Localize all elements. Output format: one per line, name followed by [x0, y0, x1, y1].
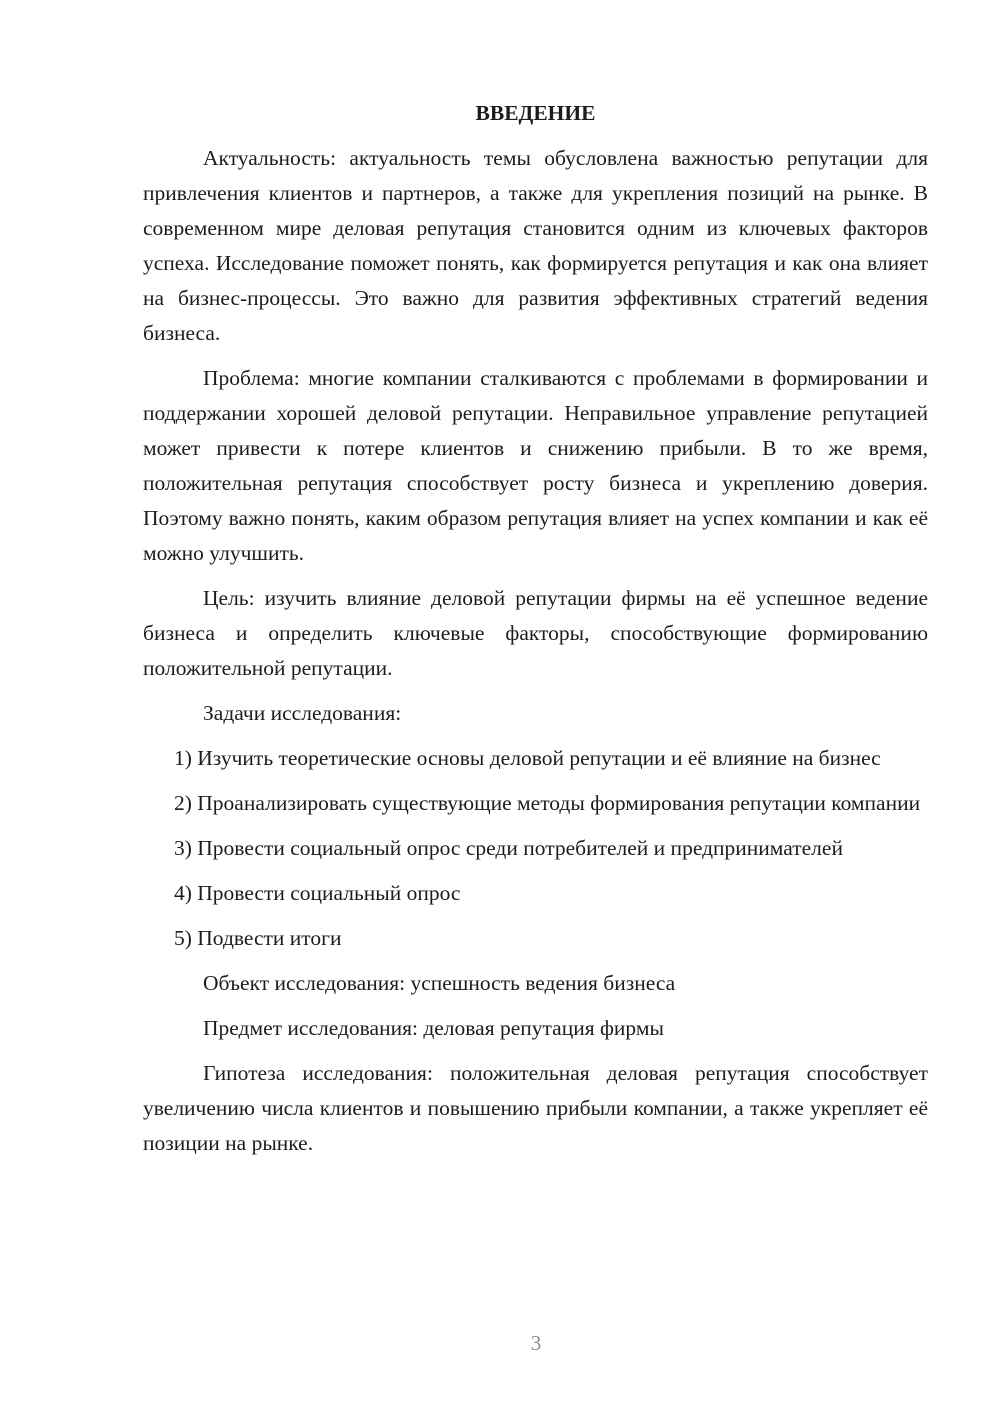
list-item: 1) Изучить теоретические основы деловой репутации и её влияние на бизнес	[174, 746, 881, 770]
list-item: 2) Проанализировать существующие методы формирования репутации компании	[174, 791, 921, 815]
paragraph-subject: Предмет исследования: деловая репутация фирмы	[203, 1016, 664, 1040]
page-number: 3	[530, 1331, 542, 1355]
document-body	[143, 96, 928, 1171]
list-item: 5) Подвести итоги	[174, 926, 342, 950]
list-item: 3) Провести социальный опрос среди потребителей и предпринимателей	[174, 836, 843, 860]
list-item: 4) Провести социальный опрос	[174, 881, 461, 905]
page-title: ВВЕДЕНИЕ	[475, 101, 596, 125]
tasks-heading: Задачи исследования:	[203, 701, 402, 725]
paragraph-goal: Цель: изучить влияние деловой репутации фирмы на её успешное ведение бизнеса и определить ключевые факторы, способствующие формированию положительной репутации.	[143, 586, 928, 680]
paragraph-hypothesis: Гипотеза исследования: положительная деловая репутация способствует увеличению числа клиентов и повышению прибыли компании, а также укрепляет её позиции на рынке.	[143, 1061, 928, 1155]
paragraph-object: Объект исследования: успешность ведения бизнеса	[203, 971, 676, 995]
paragraph-problem: Проблема: многие компании сталкиваются с проблемами в формировании и поддержании хорошей деловой репутации. Неправильное управление репутацией может привести к потере клиентов и снижению прибыли. В то же время, положительная репутация способствует росту бизнеса и укреплению доверия. Поэтому важно понять, каким образом репутация влияет на успех компании и как её можно улучшить.	[143, 366, 928, 565]
paragraph-relevance: Актуальность: актуальность темы обусловлена важностью репутации для привлечения клиентов и партнеров, а также для укрепления позиций на рынке. В современном мире деловая репутация становится одним из ключевых факторов успеха. Исследование поможет понять, как формируется репутация и как она влияет на бизнес-процессы. Это важно для развития эффективных стратегий ведения бизнеса.	[143, 146, 928, 345]
